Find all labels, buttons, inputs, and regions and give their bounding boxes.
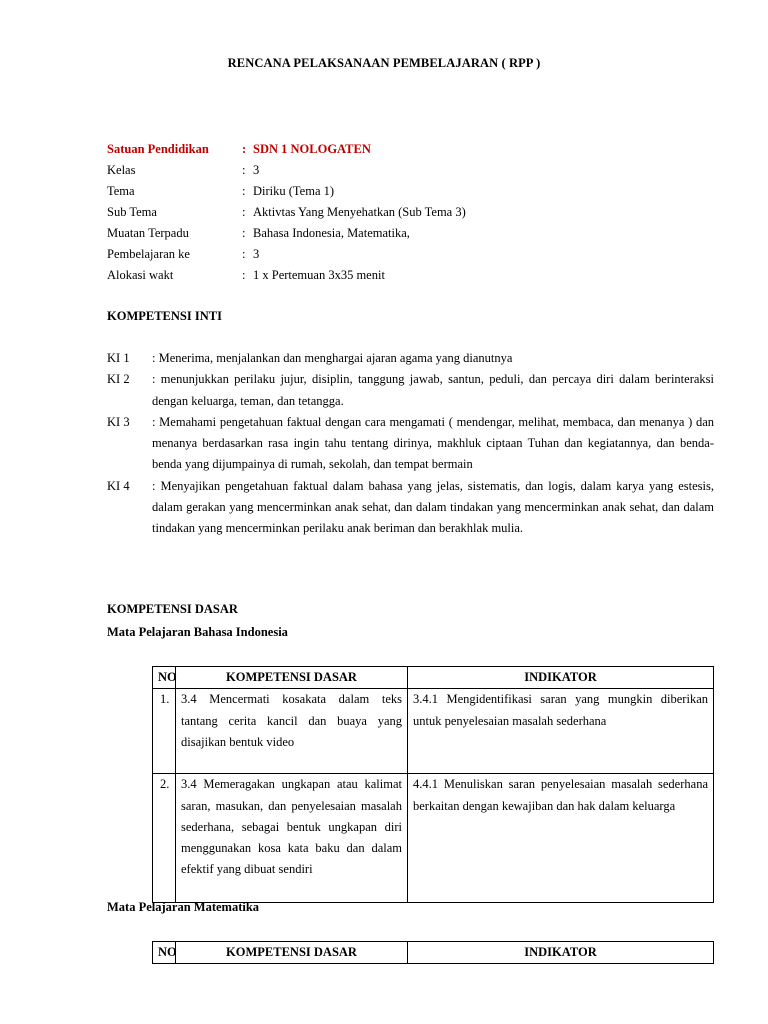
identity-label: Alokasi wakt [107, 268, 174, 282]
kd-table-bahasa [152, 666, 714, 903]
ki-label: KI 2 [107, 372, 130, 387]
table-header-row [153, 942, 714, 964]
identity-colon: : [242, 142, 247, 156]
column-header-kd: KOMPETENSI DASAR [176, 667, 408, 689]
identity-label: Muatan Terpadu [107, 226, 189, 240]
row-number: 1. [153, 689, 176, 774]
row-number: 2. [153, 774, 176, 903]
ki-item [107, 369, 714, 412]
row-kd: 3.4 Memeragakan ungkapan atau kalimat saran, masukan, dan penyelesaian masalah sederhana, sebagai bentuk ungkapan diri menggunakan kosa kata baku dan dalam efektif yang dibuat sendiri [176, 774, 408, 903]
column-header-indikator: INDIKATOR [408, 667, 714, 689]
identity-row-time [107, 265, 667, 286]
row-indikator: 3.4.1 Mengidentifikasi saran yang mungkin diberikan untuk penyelesaian masalah sederhana [408, 689, 714, 774]
kompetensi-inti-list [107, 348, 714, 540]
identity-colon: : [242, 226, 246, 240]
row-indikator: 4.4.1 Menuliskan saran penyelesaian masalah sederhana berkaitan dengan kewajiban dan hak dalam keluarga [408, 774, 714, 903]
kompetensi-dasar-heading: KOMPETENSI DASAR [107, 602, 238, 616]
column-header-kd: KOMPETENSI DASAR [176, 942, 408, 964]
column-header-no: NO [153, 667, 176, 689]
kd-table-matematika [152, 941, 714, 964]
identity-label: Pembelajaran ke [107, 247, 190, 261]
subject-heading-matematika: Mata Pelajaran Matematika [107, 900, 260, 914]
identity-row-lesson [107, 244, 667, 265]
identity-colon: : [242, 184, 246, 198]
ki-text: : Memahami pengetahuan faktual dengan cara mengamati ( mendengar, melihat, membaca, dan menanya ) dan menanya berdasarkan rasa ingin tahu tentang dirinya, makhluk ciptaan Tuhan dan kegiatannya, dan benda-benda yang dijumpainya di rumah, sekolah, dan tempat bermain [152, 414, 714, 472]
identity-colon: : [242, 247, 246, 261]
ki-text: : Menerima, menjalankan dan menghargai ajaran agama yang dianutnya [152, 351, 513, 365]
identity-value: 3 [253, 163, 260, 177]
ki-item [107, 412, 714, 476]
identity-row-content [107, 223, 667, 244]
ki-label: KI 1 [107, 351, 130, 365]
ki-item [107, 476, 714, 540]
ki-label: KI 4 [107, 478, 130, 493]
identity-value: SDN 1 NOLOGATEN [253, 142, 371, 156]
identity-value: Bahasa Indonesia, Matematika, [253, 226, 410, 240]
identity-row-school [107, 139, 667, 160]
identity-block [107, 139, 667, 286]
identity-value: 1 x Pertemuan 3x35 menit [253, 268, 385, 282]
kompetensi-inti-heading: KOMPETENSI INTI [107, 309, 222, 323]
table-row [153, 689, 714, 774]
identity-label: Sub Tema [107, 205, 157, 219]
ki-text: : menunjukkan perilaku jujur, disiplin, tanggung jawab, santun, peduli, dan percaya diri dalam berinteraksi dengan keluarga, teman, dan tetangga. [152, 372, 714, 408]
ki-item [107, 348, 714, 369]
identity-row-class [107, 160, 667, 181]
identity-colon: : [242, 163, 246, 177]
column-header-indikator: INDIKATOR [408, 942, 714, 964]
identity-value: Diriku (Tema 1) [253, 184, 335, 198]
document-title: RENCANA PELAKSANAAN PEMBELAJARAN ( RPP ) [227, 56, 541, 70]
table-header-row [153, 667, 714, 689]
identity-label: Kelas [107, 163, 136, 177]
identity-value: 3 [253, 247, 260, 261]
identity-row-subtheme [107, 202, 667, 223]
column-header-no: NO [153, 942, 176, 964]
ki-label: KI 3 [107, 414, 130, 429]
identity-label: Tema [107, 184, 135, 198]
identity-label: Satuan Pendidikan [107, 142, 209, 156]
identity-value: Aktivtas Yang Menyehatkan (Sub Tema 3) [253, 205, 466, 219]
identity-colon: : [242, 205, 246, 219]
subject-heading-bahasa: Mata Pelajaran Bahasa Indonesia [107, 625, 288, 639]
identity-colon: : [242, 268, 246, 282]
table-row [153, 774, 714, 903]
row-kd: 3.4 Mencermati kosakata dalam teks tantang cerita kancil dan buaya yang disajikan bentuk video [176, 689, 408, 774]
identity-row-theme [107, 181, 667, 202]
ki-text: : Menyajikan pengetahuan faktual dalam bahasa yang jelas, sistematis, dan logis, dalam karya yang estesis, dalam gerakan yang mencerminkan anak sehat, dan dalam tindakan yang mencerminkan anak sehat, dan dalam tindakan yang mencerminkan perilaku anak beriman dan berakhlak mulia. [152, 478, 714, 536]
